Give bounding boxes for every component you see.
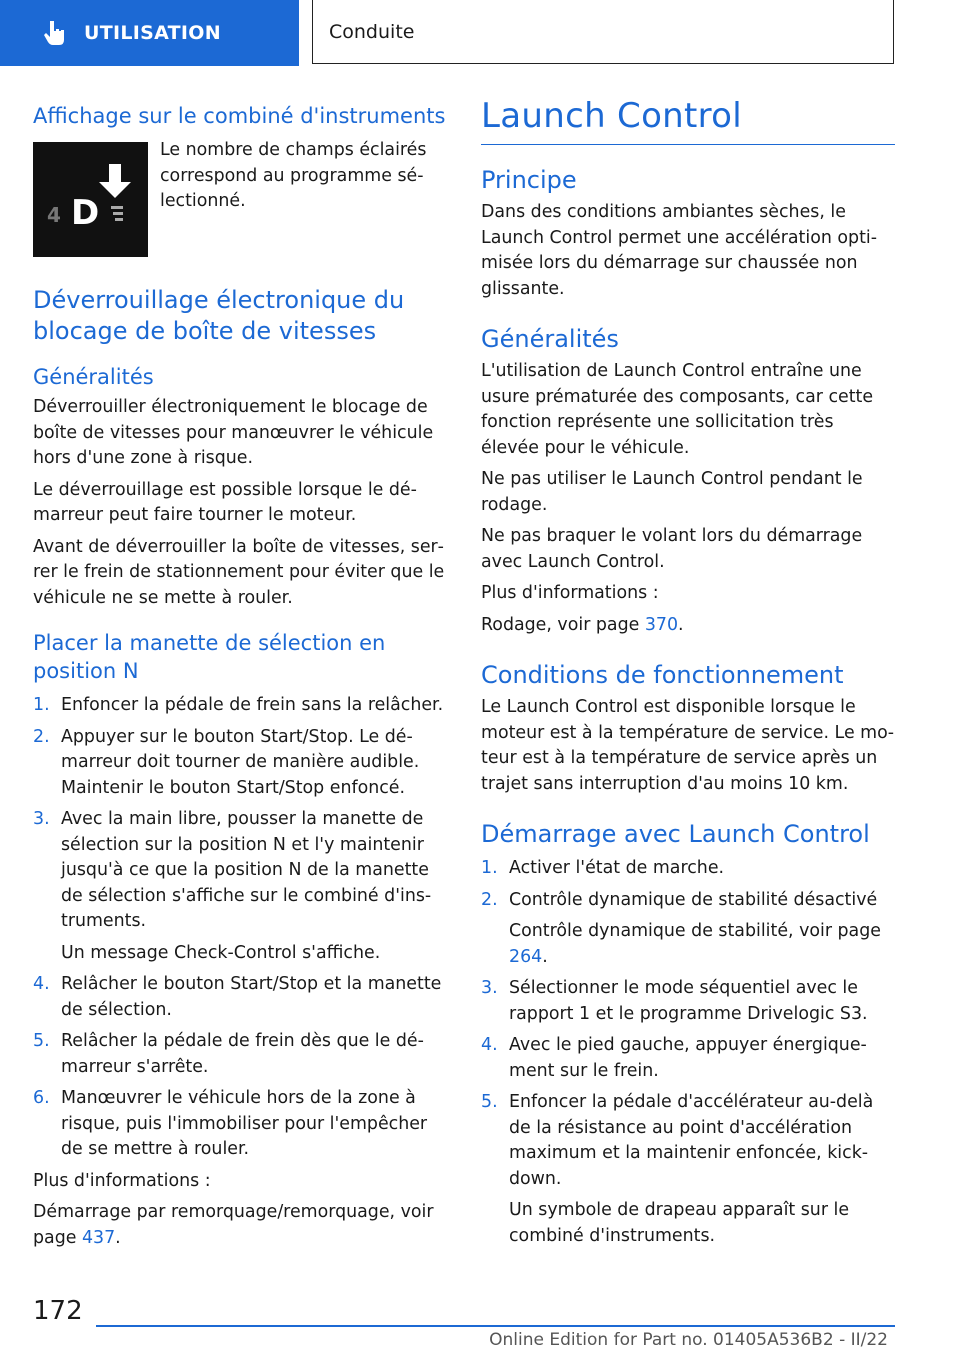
- step-text: Relâcher la pédale de frein dès que le démarreur s'arrête.: [61, 1031, 424, 1077]
- display-heading: Affichage sur le combiné d'instruments: [33, 104, 446, 128]
- more-info-label: Plus d'informations :: [33, 1170, 211, 1191]
- page-number: 172: [33, 1296, 83, 1326]
- step-number: 4.: [481, 1035, 498, 1055]
- step-body: [61, 693, 448, 719]
- position-heading: Placer la manette de sélection en position N: [33, 631, 386, 683]
- step-body: [509, 856, 895, 882]
- gear-indicator-image: [33, 142, 148, 257]
- conditions-text: Le Launch Control est disponible lorsque le moteur est à la température de service. Le moteur est à la température de service après un trajet sans interruption d'au moins 10 km.: [481, 697, 895, 794]
- step-text: Manœuvrer le véhicule hors de la zone à risque, puis l'immobiliser pour l'empêcher de se mettre à rouler.: [61, 1088, 428, 1159]
- step-item: [33, 1029, 448, 1080]
- general-right-paragraph-3: Ne pas braquer le volant lors du démarrage avec Launch Control.: [481, 526, 863, 572]
- display-text: Le nombre de champs éclairés correspond au programme sélectionné.: [160, 140, 427, 211]
- step-page-link[interactable]: 264: [509, 946, 543, 967]
- reference-end-right: .: [678, 614, 684, 635]
- step-item: [481, 856, 895, 882]
- footer-divider: [96, 1325, 895, 1327]
- step-item: [33, 807, 448, 966]
- display-note: [33, 138, 448, 257]
- conditions-heading: Conditions de fonctionnement: [481, 661, 844, 689]
- step-number: 5.: [481, 1092, 498, 1112]
- step-number: 3.: [481, 978, 498, 998]
- step-note-text: Un symbole de drapeau apparaît sur le combiné d'instruments.: [509, 1200, 850, 1246]
- step-item: [481, 1090, 895, 1249]
- step-item: [481, 888, 895, 971]
- step-item: [33, 693, 448, 719]
- general-paragraph-3: Avant de déverrouiller la boîte de vitesses, serrer le frein de stationnement pour éviter que le véhicule ne se mette à rouler.: [33, 536, 445, 608]
- step-note-text: Un message Check-Control s'affiche.: [61, 942, 381, 963]
- step-body: [61, 1029, 448, 1080]
- step-number: 2.: [481, 889, 498, 910]
- step-number: 3.: [33, 809, 50, 829]
- step-text: Avec le pied gauche, appuyer énergiquement sur le frein.: [509, 1035, 867, 1081]
- step-number: 1.: [33, 695, 50, 715]
- step-note: [509, 1198, 895, 1249]
- step-item: [481, 1033, 895, 1084]
- right-column: [481, 96, 895, 1255]
- general-right-paragraph-2: Ne pas utiliser le Launch Control pendant le rodage.: [481, 469, 863, 515]
- step-body: [61, 1086, 448, 1163]
- svg-text:4: 4: [46, 202, 61, 227]
- step-body: [509, 1090, 895, 1249]
- chapter-title-box: [312, 0, 894, 64]
- step-body: [61, 807, 448, 966]
- left-column: [33, 96, 448, 1251]
- step-item: [481, 976, 895, 1027]
- step-text: Enfoncer la pédale d'accélérateur au-delà de la résistance au point d'accélération maximum et la maintenir enfoncée, kickdown.: [509, 1092, 874, 1189]
- step-note: [61, 941, 448, 967]
- step-item: [33, 1086, 448, 1163]
- edition-footer: Online Edition for Part no. 01405A536B2 - II/22: [489, 1330, 888, 1350]
- reference-end: .: [115, 1227, 121, 1248]
- step-note-end: .: [542, 946, 548, 967]
- start-heading: Démarrage avec Launch Control: [481, 820, 870, 848]
- launch-control-title: Launch Control: [481, 96, 895, 145]
- step-text: Appuyer sur le bouton Start/Stop. Le démarreur doit tourner de manière audible. Maintenir le bouton Start/Stop enfoncé.: [61, 726, 420, 798]
- general-heading-right: Généralités: [481, 325, 619, 353]
- page-link-right[interactable]: 370: [644, 614, 679, 635]
- step-body: [509, 1033, 895, 1084]
- launch-steps-list: [481, 856, 895, 1249]
- step-body: [61, 972, 448, 1023]
- unlock-steps-list: [33, 693, 448, 1163]
- principle-heading: Principe: [481, 166, 577, 194]
- section-tab[interactable]: [0, 0, 299, 66]
- step-body: [509, 976, 895, 1027]
- step-text: Enfoncer la pédale de frein sans la relâcher.: [61, 695, 444, 715]
- step-text: Avec la main libre, pousser la manette de sélection sur la position N et l'y maintenir jusqu'à ce que la position N de la manette de sélection s'affiche sur le combiné d'instruments.: [61, 809, 432, 931]
- chapter-title: Conduite: [329, 20, 415, 43]
- reference-text-right: Rodage, voir page: [481, 614, 645, 635]
- unlock-heading: Déverrouillage électronique du blocage de boîte de vitesses: [33, 286, 405, 345]
- step-body: [61, 725, 448, 802]
- reference-paragraph: [33, 1200, 448, 1251]
- step-number: 2.: [33, 726, 50, 747]
- svg-text:D: D: [70, 192, 99, 233]
- general-right-paragraph-1: L'utilisation de Launch Control entraîne une usure prématurée des composants, car cette fonction représente une sollicitation très élevée pour le véhicule.: [481, 361, 874, 458]
- principle-text: Dans des conditions ambiantes sèches, le Launch Control permet une accélération optimisée lors du démarrage sur chaussée non glissante.: [481, 202, 877, 299]
- page-link[interactable]: 437: [81, 1227, 116, 1248]
- general-paragraph-1: Déverrouiller électroniquement le blocage de boîte de vitesses pour manœuvrer le véhicule hors d'une zone à risque.: [33, 397, 434, 468]
- step-number: 5.: [33, 1031, 50, 1051]
- step-text: Contrôle dynamique de stabilité désactivé: [509, 889, 878, 910]
- hand-pointer-icon: [38, 16, 72, 50]
- step-number: 1.: [481, 858, 498, 878]
- step-body: [509, 888, 895, 971]
- step-item: [33, 972, 448, 1023]
- step-text: Activer l'état de marche.: [509, 858, 725, 878]
- step-text: Sélectionner le mode séquentiel avec le rapport 1 et le programme Drivelogic S3.: [509, 978, 868, 1024]
- step-number: 4.: [33, 974, 50, 994]
- step-note: [509, 919, 895, 970]
- reference-paragraph-right: [481, 613, 895, 639]
- section-label: UTILISATION: [84, 22, 221, 44]
- general-heading: Généralités: [33, 365, 154, 389]
- step-text: Relâcher le bouton Start/Stop et la manette de sélection.: [61, 974, 442, 1020]
- reference-text: Démarrage par remorquage/remorquage, voir page: [33, 1202, 434, 1248]
- general-paragraph-2: Le déverrouillage est possible lorsque le démarreur peut faire tourner le moteur.: [33, 479, 417, 525]
- step-item: [33, 725, 448, 802]
- page-header: [0, 0, 960, 66]
- step-note-text: Contrôle dynamique de stabilité, voir page: [509, 921, 881, 941]
- step-number: 6.: [33, 1088, 50, 1108]
- more-info-label-right: Plus d'informations :: [481, 583, 659, 603]
